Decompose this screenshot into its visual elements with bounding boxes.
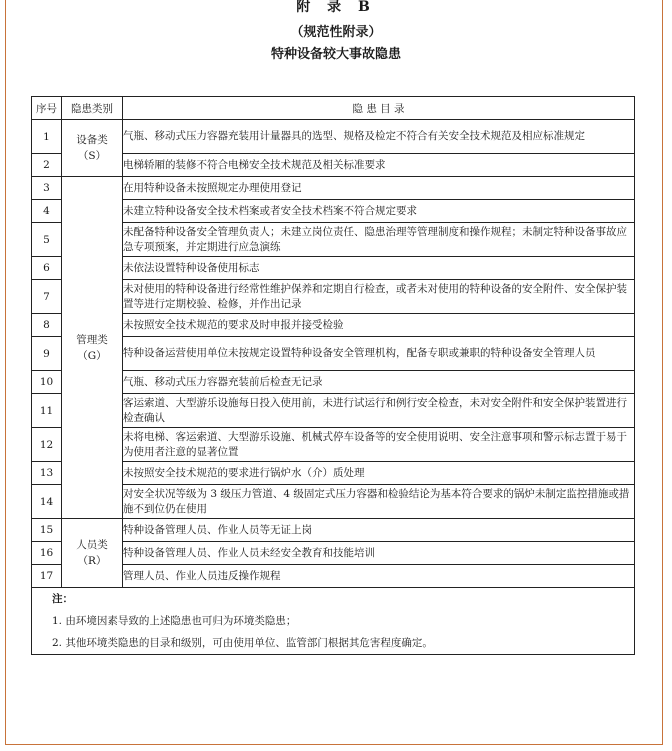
table-row: [32, 542, 635, 565]
category-code: （S）: [77, 150, 107, 162]
table-row: [32, 428, 635, 462]
notes-label: 注：: [52, 593, 73, 605]
category-personnel: [62, 519, 123, 588]
appendix-heading: 特种设备较大事故隐患: [270, 47, 401, 62]
row-text: 未配备特种设备安全管理负责人；未建立岗位责任、隐患治理等管理制度和操作规程；未制定特种设备事故应急专项预案，并定期进行应急演练: [123, 223, 635, 257]
row-no: 1: [32, 120, 62, 154]
table-header-row: [32, 97, 635, 120]
table-row: [32, 257, 635, 280]
table-row: [32, 314, 635, 337]
hazard-table: [31, 96, 635, 655]
table-row: [32, 154, 635, 177]
table-row: [32, 120, 635, 154]
row-no: 6: [32, 257, 62, 280]
category-code: （G）: [77, 349, 107, 362]
category-name: 管理类: [76, 333, 108, 346]
category-code: （R）: [77, 555, 107, 567]
row-text: 未按照安全技术规范的要求及时申报并接受检验: [123, 314, 635, 337]
appendix-subtitle: （规范性附录）: [290, 25, 382, 40]
table-row: [32, 223, 635, 257]
table-row: [32, 565, 635, 588]
row-text: 对安全状况等级为 3 级压力管道、4 级固定式压力容器和检验结论为基本符合要求的锅炉未制定监控措施或措施不到位仍在使用: [123, 485, 635, 519]
category-name: 人员类: [76, 539, 108, 551]
notes-row: [32, 588, 635, 655]
row-text: 气瓶、移动式压力容器充装前后检查无记录: [123, 371, 635, 394]
note-item: 2. 其他环境类隐患的目录和级别，可由使用单位、监管部门根据其危害程度确定。: [52, 637, 433, 649]
row-text: 在用特种设备未按照规定办理使用登记: [123, 177, 635, 200]
row-no: 11: [32, 394, 62, 428]
row-text: 未将电梯、客运索道、大型游乐设施、机械式停车设备等的安全使用说明、安全注意事项和警示标志置于易于为使用者注意的显著位置: [123, 428, 635, 462]
row-no: 13: [32, 462, 62, 485]
row-no: 4: [32, 200, 62, 223]
category-name: 设备类: [76, 134, 108, 146]
row-text: 客运索道、大型游乐设施每日投入使用前，未进行试运行和例行安全检查，未对安全附件和安全保护装置进行检查确认: [123, 394, 635, 428]
row-no: 2: [32, 154, 62, 177]
row-text: 未建立特种设备安全技术档案或者安全技术档案不符合规定要求: [123, 200, 635, 223]
table-row: [32, 177, 635, 200]
row-text: 特种设备管理人员、作业人员等无证上岗: [123, 519, 635, 542]
notes-cell: [32, 588, 635, 655]
row-text: 特种设备运营使用单位未按规定设置特种设备安全管理机构，配备专职或兼职的特种设备安全管理人员: [123, 337, 635, 371]
row-no: 9: [32, 337, 62, 371]
row-no: 3: [32, 177, 62, 200]
row-no: 16: [32, 542, 62, 565]
table-row: [32, 485, 635, 519]
table-row: [32, 200, 635, 223]
row-text: 特种设备管理人员、作业人员未经安全教育和技能培训: [123, 542, 635, 565]
row-no: 14: [32, 485, 62, 519]
row-text: 未依法设置特种设备使用标志: [123, 257, 635, 280]
table-row: [32, 371, 635, 394]
table-row: [32, 337, 635, 371]
row-text: 气瓶、移动式压力容器充装用计量器具的选型、规格及检定不符合有关安全技术规范及相应标准规定: [123, 120, 635, 154]
row-no: 7: [32, 280, 62, 314]
row-no: 5: [32, 223, 62, 257]
header-category: 隐患类别: [62, 97, 123, 120]
row-no: 15: [32, 519, 62, 542]
row-text: 未按照安全技术规范的要求进行锅炉水（介）质处理: [123, 462, 635, 485]
row-text: 未对使用的特种设备进行经常性维护保养和定期自行检查，或者未对使用的特种设备的安全附件、安全保护装置等进行定期校验、检修，并作出记录: [123, 280, 635, 314]
table-row: [32, 519, 635, 542]
note-item: 1. 由环境因素导致的上述隐患也可归为环境类隐患；: [52, 615, 297, 627]
table-row: [32, 280, 635, 314]
row-text: 管理人员、作业人员违反操作规程: [123, 565, 635, 588]
header-content: 隐 患 目 录: [123, 97, 635, 120]
row-no: 12: [32, 428, 62, 462]
row-text: 电梯轿厢的装修不符合电梯安全技术规范及相关标准要求: [123, 154, 635, 177]
row-no: 8: [32, 314, 62, 337]
row-no: 10: [32, 371, 62, 394]
table-row: [32, 462, 635, 485]
table-row: [32, 394, 635, 428]
category-equipment: [62, 120, 123, 177]
row-no: 17: [32, 565, 62, 588]
appendix-title: 附 录 B: [296, 0, 376, 15]
category-management: [62, 177, 123, 519]
header-no: 序号: [32, 97, 62, 120]
